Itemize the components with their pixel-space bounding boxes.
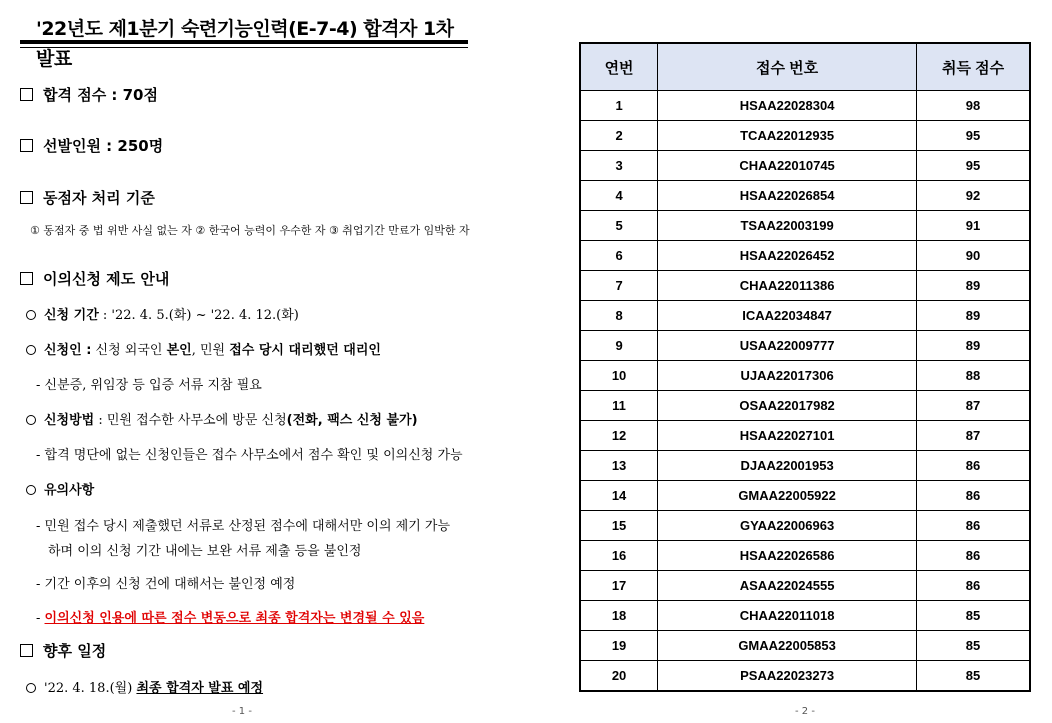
cell-application-number: HSAA22026452 [658,241,917,271]
cell-application-number: DJAA22001953 [658,451,917,481]
cell-application-number: GMAA22005922 [658,481,917,511]
table-row [580,391,1030,421]
tie-rule-detail: ① 동점자 중 법 위반 사실 없는 자 ② 한국어 능력이 우수한 자 ③ 취업기간 만료가 임박한 자 [30,224,470,237]
method-text: : 민원 접수한 사무소에 방문 신청 [94,413,287,428]
checkbox-square-icon [20,191,33,204]
applicant-text1: 신청 외국인 [91,343,167,358]
cell-application-number: OSAA22017982 [658,391,917,421]
quota-text: 선발인원 : 250명 [43,137,164,155]
pass-score-text: 합격 점수 : 70점 [43,86,158,104]
tie-rule-heading [20,187,155,208]
cell-number: 2 [580,121,658,151]
pass-score [20,84,158,105]
cell-number: 3 [580,151,658,181]
applicant-text2: , 민원 [191,343,230,358]
cell-number: 18 [580,601,658,631]
applicant-label: 신청인 : [44,343,92,358]
method-bold: (전화, 팩스 신청 불가) [286,413,418,428]
cell-number: 11 [580,391,658,421]
caution-line [26,479,94,498]
cell-application-number: CHAA22010745 [658,151,917,181]
cell-application-number: HSAA22026854 [658,181,917,211]
method-label: 신청방법 [44,413,95,428]
cell-score: 86 [917,571,1030,601]
circle-bullet-icon [26,485,36,495]
cell-application-number: ICAA22034847 [658,301,917,331]
cell-number: 19 [580,631,658,661]
cell-application-number: HSAA22026586 [658,541,917,571]
cell-application-number: USAA22009777 [658,331,917,361]
cell-number: 12 [580,421,658,451]
cell-number: 5 [580,211,658,241]
cell-number: 6 [580,241,658,271]
schedule-date: '22. 4. 18.(월) [44,681,137,696]
table-row [580,271,1030,301]
cell-score: 89 [917,331,1030,361]
cell-score: 85 [917,631,1030,661]
period-label: 신청 기간 [44,308,99,323]
page-number-right: - 2 - [795,706,815,717]
column-header-application: 접수 번호 [658,43,917,91]
cell-number: 16 [580,541,658,571]
caution-1b: 하며 이의 신청 기간 내에는 보완 서류 제출 등을 불인정 [48,544,362,559]
circle-bullet-icon [26,415,36,425]
cell-number: 8 [580,301,658,331]
cell-score: 92 [917,181,1030,211]
circle-bullet-icon [26,310,36,320]
table-row [580,481,1030,511]
caution-3-dash: - [36,611,45,626]
cell-score: 86 [917,541,1030,571]
cell-application-number: PSAA22023273 [658,661,917,692]
quota [20,135,163,156]
cell-application-number: GYAA22006963 [658,511,917,541]
table-row [580,421,1030,451]
schedule-heading [20,640,106,661]
period-value: : '22. 4. 5.(화) ~ '22. 4. 12.(화) [98,308,299,323]
period-line [26,304,299,323]
table-row [580,151,1030,181]
cell-application-number: TSAA22003199 [658,211,917,241]
cell-score: 90 [917,241,1030,271]
checkbox-square-icon [20,644,33,657]
cell-score: 87 [917,391,1030,421]
cell-number: 20 [580,661,658,692]
applicant-bold1: 본인 [166,343,192,358]
checkbox-square-icon [20,88,33,101]
applicant-line [26,339,381,358]
method-line [26,409,418,428]
cell-score: 87 [917,421,1030,451]
page-title [20,14,468,70]
table-row [580,541,1030,571]
objection-heading [20,268,169,289]
schedule-line [26,677,263,696]
table-row [580,301,1030,331]
table-header-row [580,43,1030,91]
table-row [580,451,1030,481]
cell-score: 95 [917,151,1030,181]
objection-heading-text: 이의신청 제도 안내 [43,270,170,288]
table-row [580,361,1030,391]
cell-application-number: CHAA22011018 [658,601,917,631]
table-row [580,91,1030,121]
schedule-heading-text: 향후 일정 [43,642,107,660]
cell-score: 88 [917,361,1030,391]
table-row [580,601,1030,631]
applicant-bold2: 접수 당시 대리했던 대리인 [229,343,381,358]
cell-application-number: UJAA22017306 [658,361,917,391]
cell-score: 85 [917,601,1030,631]
table-row [580,571,1030,601]
checkbox-square-icon [20,139,33,152]
tie-rule-text: 동점자 처리 기준 [43,189,155,207]
table-row [580,181,1030,211]
cell-number: 7 [580,271,658,301]
cell-application-number: GMAA22005853 [658,631,917,661]
caution-label: 유의사항 [44,483,95,498]
cell-score: 95 [917,121,1030,151]
table-row [580,241,1030,271]
cell-score: 85 [917,661,1030,692]
table-row [580,511,1030,541]
cell-number: 17 [580,571,658,601]
cell-score: 91 [917,211,1030,241]
cell-application-number: CHAA22011386 [658,271,917,301]
circle-bullet-icon [26,345,36,355]
cell-application-number: TCAA22012935 [658,121,917,151]
cell-number: 15 [580,511,658,541]
column-header-number: 연번 [580,43,658,91]
circle-bullet-icon [26,683,36,693]
results-table [579,42,1031,692]
cell-number: 1 [580,91,658,121]
applicant-note: - 신분증, 위임장 등 입증 서류 지참 필요 [36,378,262,393]
table-row [580,211,1030,241]
caution-1a: - 민원 접수 당시 제출했던 서류로 산정된 점수에 대해서만 이의 제기 가능 [36,519,451,534]
caution-3 [36,607,424,626]
cell-number: 10 [580,361,658,391]
cell-score: 86 [917,451,1030,481]
table-row [580,331,1030,361]
cell-application-number: HSAA22028304 [658,91,917,121]
cell-score: 86 [917,481,1030,511]
page-title-text: '22년도 제1분기 숙련기능인력(E-7-4) 합격자 1차 발표 [36,18,454,70]
cell-score: 89 [917,271,1030,301]
checkbox-square-icon [20,272,33,285]
cell-score: 98 [917,91,1030,121]
cell-number: 4 [580,181,658,211]
cell-score: 86 [917,511,1030,541]
cell-number: 14 [580,481,658,511]
table-row [580,661,1030,692]
caution-2: - 기간 이후의 신청 건에 대해서는 불인정 예정 [36,577,296,592]
column-header-score: 취득 점수 [917,43,1030,91]
cell-application-number: ASAA22024555 [658,571,917,601]
method-note: - 합격 명단에 없는 신청인들은 접수 사무소에서 점수 확인 및 이의신청 가능 [36,448,463,463]
caution-3-text: 이의신청 인용에 따른 점수 변동으로 최종 합격자는 변경될 수 있음 [44,611,425,626]
cell-application-number: HSAA22027101 [658,421,917,451]
table-row [580,121,1030,151]
cell-number: 9 [580,331,658,361]
cell-number: 13 [580,451,658,481]
table-row [580,631,1030,661]
schedule-text: 최종 합격자 발표 예정 [136,681,264,696]
page-number-left: - 1 - [232,706,252,717]
cell-score: 89 [917,301,1030,331]
